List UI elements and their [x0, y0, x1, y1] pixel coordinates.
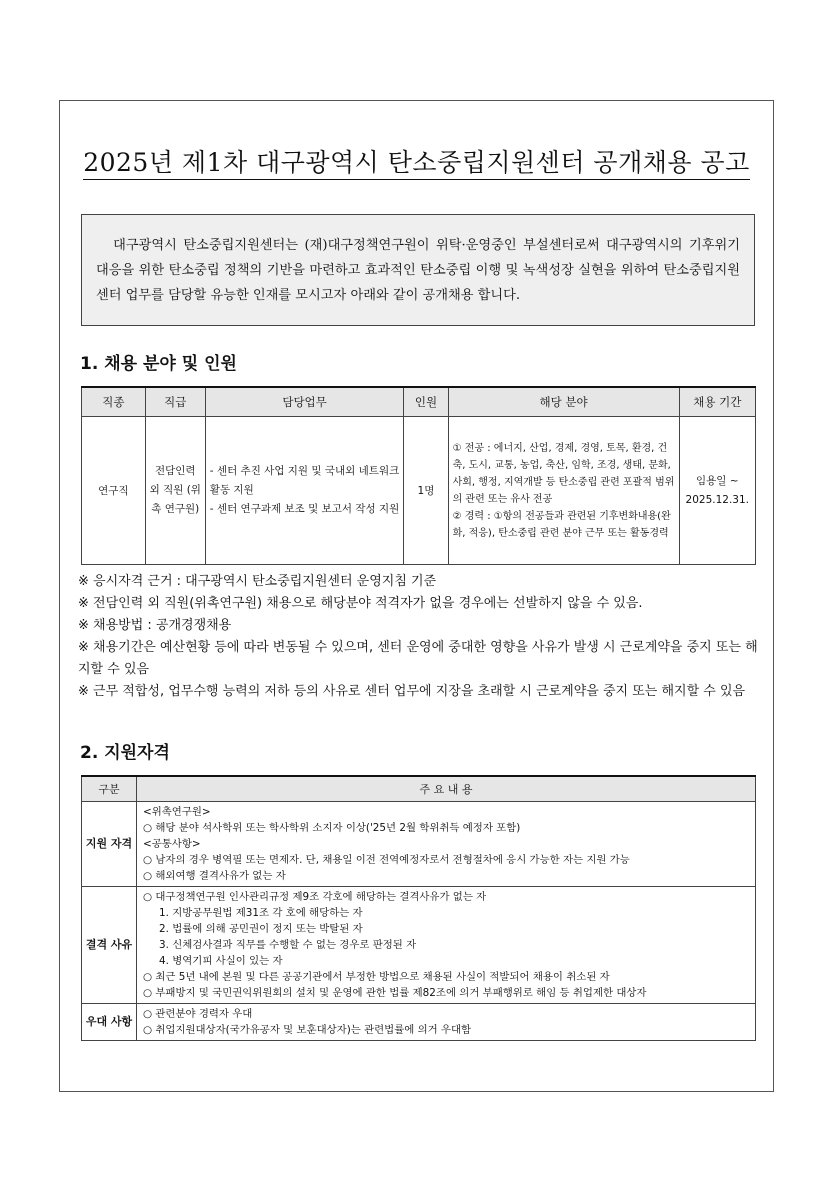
header-type: 직종: [82, 387, 146, 417]
field-item: ② 경력 : ①항의 전공들과 관련된 기후변화내용(완화, 적응), 탄소중립 관련 분야 근무 또는 활동경력: [452, 510, 671, 539]
table-row: [82, 802, 756, 887]
content-line: ○ 취업지원대상자(국가유공자 및 보훈대상자)는 관련법률에 의거 우대함: [143, 1024, 472, 1036]
note-text: ※ 채용방법 : 공개경쟁채용: [78, 618, 232, 633]
intro-text: 대구광역시 탄소중립지원센터는 (재)대구정책연구원이 위탁·운영중인 부설센터로써 대구광역시의 기후위기 대응을 위한 탄소중립 정책의 기반을 마련하고 효과적인 탄소중립 이행 및 녹색성장 실현을 위하여 탄소중립지원센터 업무를 담당할 유능한 인재를 모시고자 아래와 같이 공개채용 합니다.: [96, 238, 740, 303]
row-label-qualification: 지원 자격: [82, 802, 137, 887]
content-line: ○ 부패방지 및 국민권익위원회의 설치 및 운영에 관한 법률 제82조에 의거 부패행위로 해임 등 취업제한 대상자: [143, 987, 647, 999]
row-content: [137, 802, 756, 887]
content-line: ○ 최근 5년 내에 본원 및 다른 공공기관에서 부정한 방법으로 채용된 사실이 적발되어 채용이 취소된 자: [143, 971, 610, 983]
cell-count: 1명: [404, 417, 448, 565]
table-row: [82, 417, 756, 565]
intro-box: [81, 214, 755, 326]
header-category: 구분: [82, 776, 137, 802]
content-line: ○ 해외여행 결격사유가 없는 자: [143, 870, 286, 882]
row-content: [137, 1004, 756, 1041]
qualification-table: [81, 775, 756, 1041]
note-text: ※ 응시자격 근거 : 대구광역시 탄소중립지원센터 운영지침 기준: [78, 574, 437, 589]
header-fields: 해당 분야: [448, 387, 679, 417]
duty-item: - 센터 추진 사업 지원 및 국내외 네트워크 활동 지원: [209, 465, 400, 496]
content-line: ○ 해당 분야 석사학위 또는 학사학위 소지자 이상('25년 2월 학위취득 예정자 포함): [143, 822, 521, 834]
content-line: ○ 관련분야 경력자 우대: [143, 1008, 253, 1020]
content-line: ○ 남자의 경우 병역필 또는 면제자. 단, 채용일 이전 전역예정자로서 전형절차에 응시 가능한 자는 지원 가능: [143, 854, 630, 866]
table-header-row: [82, 776, 756, 802]
cell-fields: [448, 417, 679, 565]
field-item: ① 전공 : 에너지, 산업, 경제, 경영, 토목, 환경, 건축, 도시, 교통, 농업, 축산, 임학, 조경, 생태, 문화, 사회, 행정, 지역개발 등 탄소중립 관련 포괄적 범위의 관련 또는 유사 전공: [452, 442, 675, 505]
table-row: [82, 1004, 756, 1041]
cell-grade: 전담인력 외 직원 (위촉 연구원): [145, 417, 205, 565]
notes-list: [78, 571, 760, 703]
table-header-row: [82, 387, 756, 417]
note-text: ※ 근무 적합성, 업무수행 능력의 저하 등의 사유로 센터 업무에 지장을 초래할 시 근로계약을 중지 또는 해지할 수 있음: [78, 684, 746, 699]
cell-type: 연구직: [82, 417, 146, 565]
note-item: [78, 637, 760, 681]
row-label-preference: 우대 사항: [82, 1004, 137, 1041]
note-item: [78, 615, 760, 637]
content-line: 3. 신체검사결과 직무를 수행할 수 없는 경우로 판정된 자: [159, 939, 417, 951]
header-grade: 직급: [145, 387, 205, 417]
cell-duties: [205, 417, 404, 565]
note-item: [78, 681, 760, 703]
content-line: <위촉연구원>: [143, 806, 211, 818]
content-line: <공통사항>: [143, 838, 201, 850]
note-text: ※ 채용기간은 예산현황 등에 따라 변동될 수 있으며, 센터 운영에 중대한 영향을 사유가 발생 시 근로계약을 중지 또는 해지할 수 있음: [78, 640, 758, 677]
header-content: 주 요 내 용: [137, 776, 756, 802]
note-item: [78, 571, 760, 593]
header-period: 채용 기간: [679, 387, 755, 417]
header-duties: 담당업무: [205, 387, 404, 417]
note-text: ※ 전담인력 외 직원(위촉연구원) 채용으로 해당분야 적격자가 없을 경우에는 선발하지 않을 수 있음.: [78, 596, 643, 611]
section-1-heading: 1. 채용 분야 및 인원: [80, 354, 237, 374]
content-line: 1. 지방공무원법 제31조 각 호에 해당하는 자: [159, 907, 363, 919]
row-label-disqualification: 결격 사유: [82, 887, 137, 1004]
row-content: [137, 887, 756, 1004]
header-count: 인원: [404, 387, 448, 417]
cell-period: 임용일 ~ 2025.12.31.: [679, 417, 755, 565]
content-line: 2. 법률에 의해 공민권이 정지 또는 박탈된 자: [159, 923, 363, 935]
duty-item: - 센터 연구과제 보조 및 보고서 작성 지원: [209, 503, 400, 515]
table-row: [82, 887, 756, 1004]
content-line: ○ 대구정책연구원 인사관리규정 제9조 각호에 해당하는 결격사유가 없는 자: [143, 891, 487, 903]
note-item: [78, 593, 760, 615]
page-title: 2025년 제1차 대구광역시 탄소중립지원센터 공개채용 공고: [59, 143, 774, 179]
content-line: 4. 병역기피 사실이 있는 자: [159, 955, 283, 967]
section-2-heading: 2. 지원자격: [80, 743, 170, 763]
recruitment-table: [81, 386, 756, 565]
